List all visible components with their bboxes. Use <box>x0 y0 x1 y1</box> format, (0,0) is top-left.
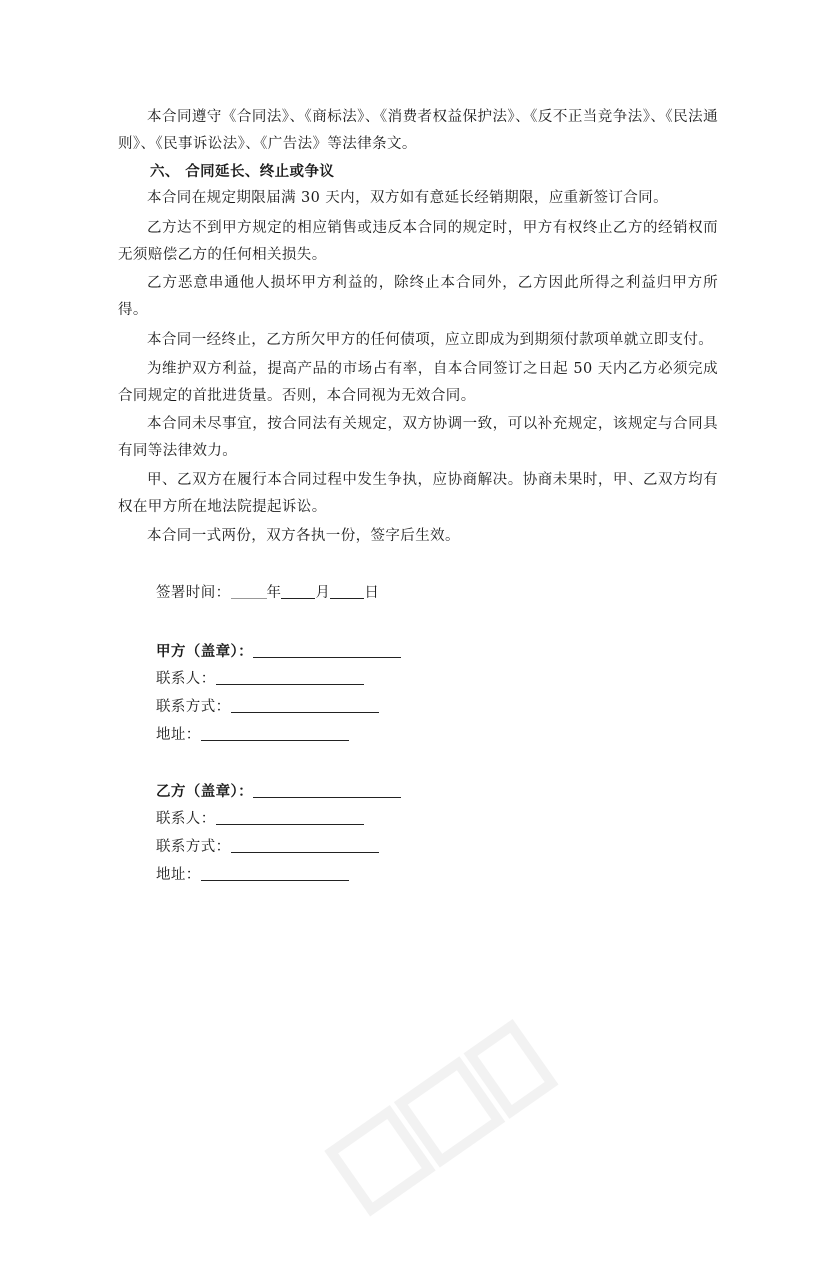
party-a-phone-label: 联系方式： <box>156 699 231 715</box>
extension-paragraph: 本合同在规定期限届满 30 天内，双方如有意延长经销期限，应重新签订合同。 <box>147 190 668 206</box>
year-blank[interactable] <box>231 582 267 599</box>
signing-date-line <box>156 580 379 607</box>
malicious-collusion-paragraph: 乙方恶意串通他人损坏甲方利益的，除终止本合同外，乙方因此所得之利益归甲方所得。 <box>118 275 718 318</box>
party-a-contact-label: 联系人： <box>156 671 216 687</box>
party-b-address-line <box>156 862 349 889</box>
signing-date-label: 签署时间： <box>156 585 231 601</box>
party-a-seal-blank[interactable] <box>253 641 401 658</box>
day-label: 日 <box>364 585 380 601</box>
dispute-paragraph: 甲、乙双方在履行本合同过程中发生争执，应协商解决。协商未果时，甲、乙双方均有权在甲方所在地法院提起诉讼。 <box>118 472 718 515</box>
party-b-contact-line <box>156 806 364 833</box>
party-b-phone-blank[interactable] <box>231 836 379 853</box>
month-label: 月 <box>315 585 331 601</box>
party-a-contact-line <box>156 666 364 693</box>
party-b-address-label: 地址： <box>156 867 201 883</box>
party-a-phone-line <box>156 694 379 721</box>
year-label: 年 <box>266 585 282 601</box>
supplementary-paragraph: 本合同未尽事宜，按合同法有关规定，双方协调一致，可以补充规定，该规定与合同具有同等法律效力。 <box>118 416 718 459</box>
party-b-address-blank[interactable] <box>201 864 349 881</box>
party-b-seal-blank[interactable] <box>253 781 401 798</box>
party-a-phone-blank[interactable] <box>231 696 379 713</box>
party-a-address-line <box>156 722 349 749</box>
party-b-seal-line <box>156 778 401 805</box>
party-a-contact-blank[interactable] <box>216 668 364 685</box>
party-a-seal-line <box>156 638 401 665</box>
party-b-phone-label: 联系方式： <box>156 839 231 855</box>
watermark-shape-icon <box>312 1004 589 1256</box>
party-b-contact-blank[interactable] <box>216 808 364 825</box>
copies-paragraph: 本合同一式两份，双方各执一份，签字后生效。 <box>147 528 460 544</box>
party-b-contact-label: 联系人： <box>156 811 216 827</box>
law-compliance-paragraph: 本合同遵守《合同法》、《商标法》、《消费者权益保护法》、《反不正当竞争法》、《民法通则》、《民事诉讼法》、《广告法》等法律条文。 <box>118 109 718 152</box>
party-a-title: 甲方（盖章）： <box>156 643 254 660</box>
debt-payment-paragraph: 本合同一经终止，乙方所欠甲方的任何债项，应立即成为到期须付款项单就立即支付。 <box>147 332 714 348</box>
termination-paragraph: 乙方达不到甲方规定的相应销售或违反本合同的规定时，甲方有权终止乙方的经销权而无须赔偿乙方的任何相关损失。 <box>118 220 718 263</box>
day-blank[interactable] <box>330 582 364 599</box>
watermark-logo <box>312 1004 589 1256</box>
section-6-heading: 六、 合同延长、终止或争议 <box>150 163 335 180</box>
party-a-address-label: 地址： <box>156 727 201 743</box>
party-a-address-blank[interactable] <box>201 724 349 741</box>
party-b-phone-line <box>156 834 379 861</box>
month-blank[interactable] <box>281 582 315 599</box>
first-order-paragraph: 为维护双方利益，提高产品的市场占有率，自本合同签订之日起 50 天内乙方必须完成合同规定的首批进货量。否则，本合同视为无效合同。 <box>118 361 718 404</box>
party-b-title: 乙方（盖章）： <box>156 783 254 800</box>
